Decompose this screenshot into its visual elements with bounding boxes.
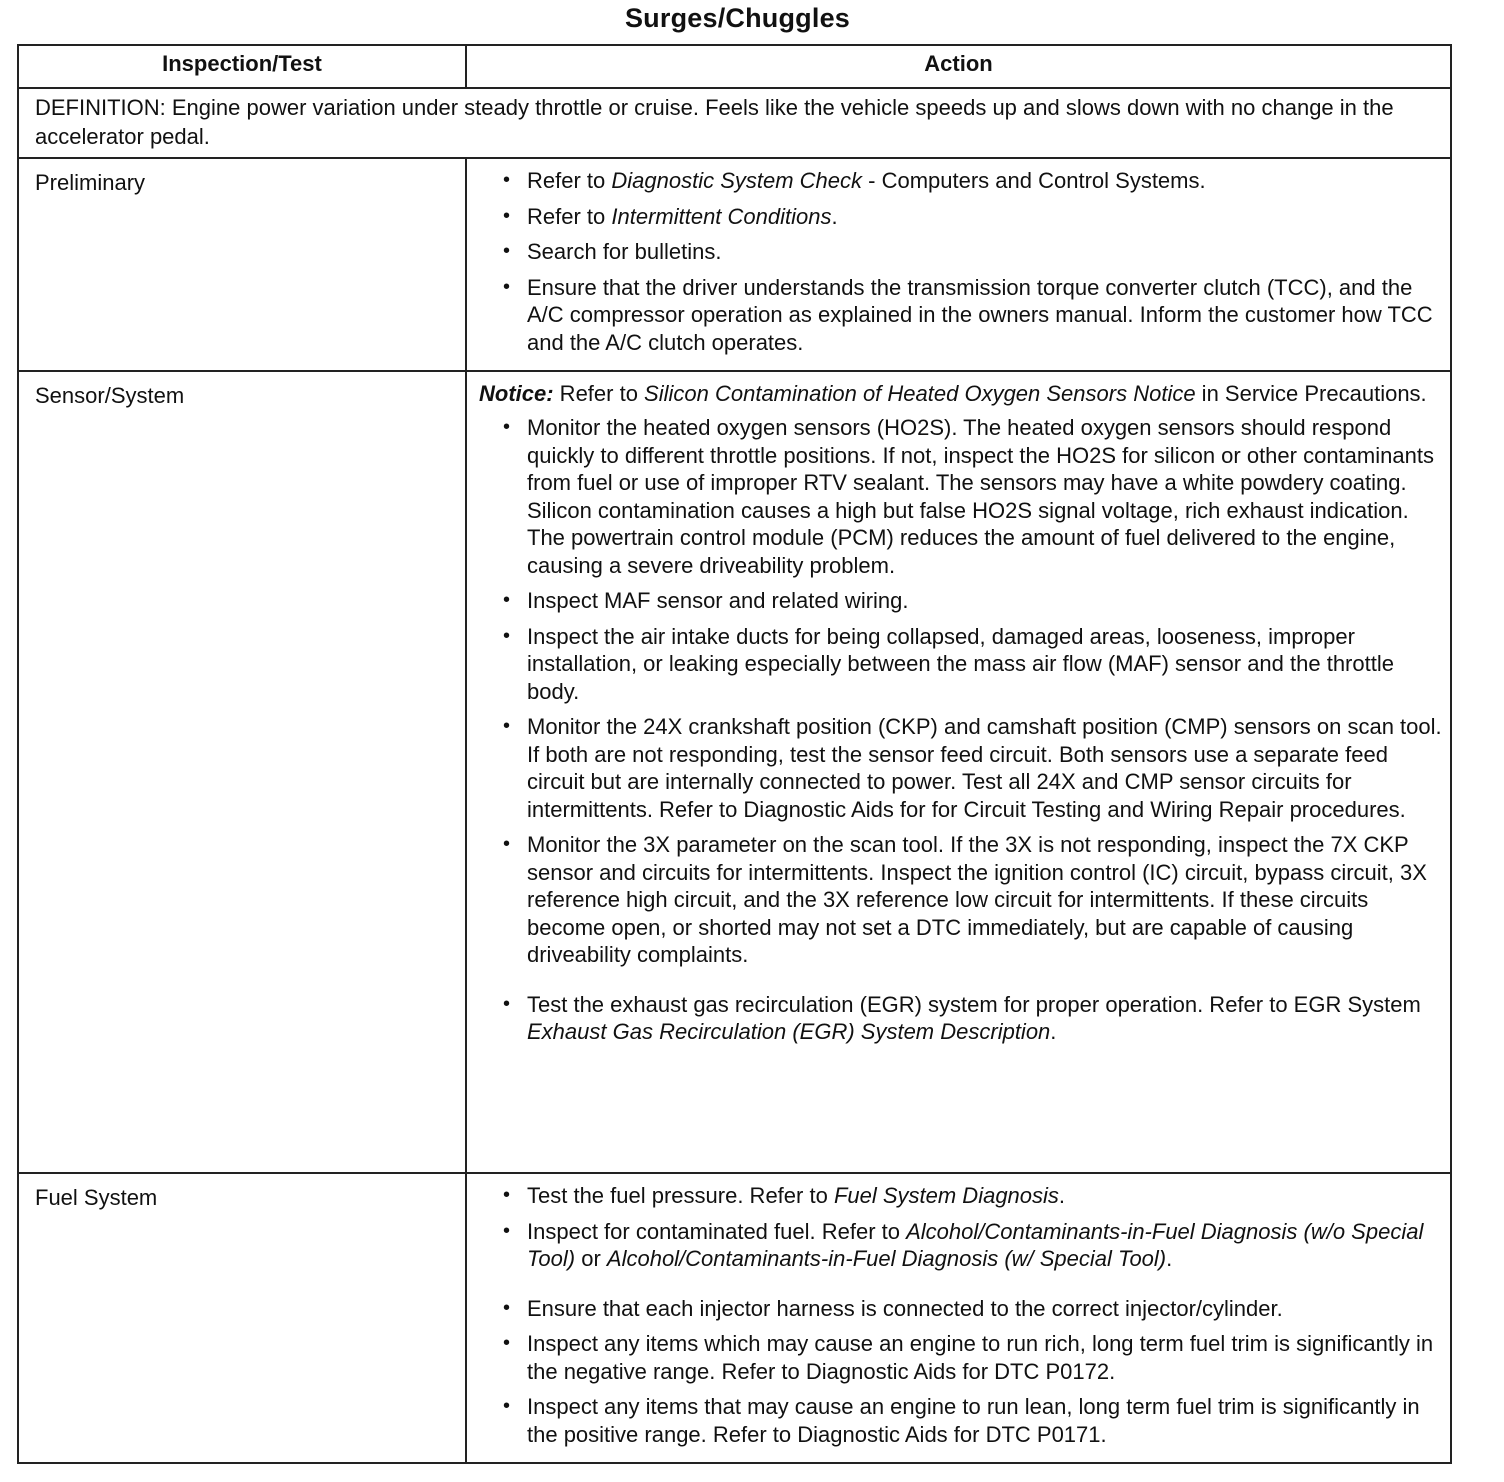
action-preliminary xyxy=(466,158,1451,371)
list-item: • Ensure that each injector harness is connected to the correct injector/cylinder. xyxy=(527,1295,1442,1323)
action-fuel-system xyxy=(466,1173,1451,1463)
list-item: • Inspect any items which may cause an engine to run rich, long term fuel trim is significantly in the negative range. Refer to Diagnostic Aids for DTC P0172. xyxy=(527,1330,1442,1385)
category-preliminary: Preliminary xyxy=(18,158,466,371)
reference-link: Alcohol/Contaminants-in-Fuel Diagnosis (w/ Special Tool) xyxy=(606,1246,1167,1271)
reference-link: Diagnostic System Check xyxy=(611,168,863,193)
list-item: • Monitor the 3X parameter on the scan tool. If the 3X is not responding, inspect the 7X CKP sensor and circuits for intermittents. Inspect the ignition control (IC) circuit, bypass circuit, 3X reference high circuit, and the 3X reference low circuit for intermittents. If these circuits become open, or shorted may not set a DTC immediately, but are capable of causing driveability complaints. xyxy=(527,831,1442,969)
list-item: • Refer to Intermittent Conditions. xyxy=(527,203,1442,231)
list-item: • Inspect any items that may cause an engine to run lean, long term fuel trim is significantly in the positive range. Refer to Diagnostic Aids for DTC P0171. xyxy=(527,1393,1442,1448)
action-sensor-system xyxy=(466,371,1451,1173)
list-item: • Monitor the heated oxygen sensors (HO2S). The heated oxygen sensors should respond quickly to different throttle positions. If not, inspect the HO2S for silicon or other contaminants from fuel or use of improper RTV sealant. The sensors may have a white powdery coating. Silicon contamination causes a high but false HO2S signal voltage, rich exhaust indication. The powertrain control module (PCM) reduces the amount of fuel delivered to the engine, causing a severe driveability problem. xyxy=(527,414,1442,579)
list-item: • Monitor the 24X crankshaft position (CKP) and camshaft position (CMP) sensors on scan tool. If both are not responding, test the sensor feed circuit. Both sensors use a separate feed circuit but are internally connected to power. Test all 24X and CMP sensor circuits for intermittents. Refer to Diagnostic Aids for for Circuit Testing and Wiring Repair procedures. xyxy=(527,713,1442,823)
list-item: • Inspect MAF sensor and related wiring. xyxy=(527,587,1442,615)
notice-text: Notice: Refer to Silicon Contamination of Heated Oxygen Sensors Notice in Service Precautions. xyxy=(479,381,1427,406)
reference-link: Exhaust Gas Recirculation (EGR) System Description xyxy=(527,1019,1051,1044)
table-row-fuel-system xyxy=(18,1173,1451,1463)
header-inspection-test: Inspection/Test xyxy=(18,45,466,88)
reference-link: Fuel System Diagnosis xyxy=(833,1183,1059,1208)
diagnosis-table xyxy=(17,44,1452,1464)
reference-link: Alcohol/Contaminants-in-Fuel Diagnosis (w/o Special Tool) xyxy=(527,1218,1424,1271)
category-fuel-system: Fuel System xyxy=(18,1173,466,1463)
list-item: • Refer to Diagnostic System Check - Computers and Control Systems. xyxy=(527,167,1442,195)
table-row-preliminary xyxy=(18,158,1451,371)
definition-row xyxy=(18,88,1451,158)
list-item: • Ensure that the driver understands the transmission torque converter clutch (TCC), and the A/C compressor operation as explained in the owners manual. Inform the customer how TCC and the A/C clutch operates. xyxy=(527,274,1442,357)
header-row xyxy=(18,45,1451,88)
definition-text: DEFINITION: Engine power variation under steady throttle or cruise. Feels like the vehicle speeds up and slows down with no change in the accelerator pedal. xyxy=(18,88,1451,158)
list-item: • Test the exhaust gas recirculation (EGR) system for proper operation. Refer to EGR System Exhaust Gas Recirculation (EGR) System Description. xyxy=(527,991,1442,1046)
category-sensor-system: Sensor/System xyxy=(18,371,466,1173)
list-item: • Inspect for contaminated fuel. Refer to Alcohol/Contaminants-in-Fuel Diagnosis (w/o Special Tool) or Alcohol/Contaminants-in-Fuel Diagnosis (w/ Special Tool). xyxy=(527,1218,1442,1273)
reference-link: Intermittent Conditions xyxy=(611,203,832,229)
list-item: • Search for bulletins. xyxy=(527,238,1442,266)
list-item: • Inspect the air intake ducts for being collapsed, damaged areas, looseness, improper installation, or leaking especially between the mass air flow (MAF) sensor and the throttle body. xyxy=(527,623,1442,706)
header-action: Action xyxy=(466,45,1451,88)
table-row-sensor-system xyxy=(18,371,1451,1173)
list-item: • Test the fuel pressure. Refer to Fuel System Diagnosis. xyxy=(527,1182,1442,1210)
page-title: Surges/Chuggles xyxy=(624,3,851,33)
